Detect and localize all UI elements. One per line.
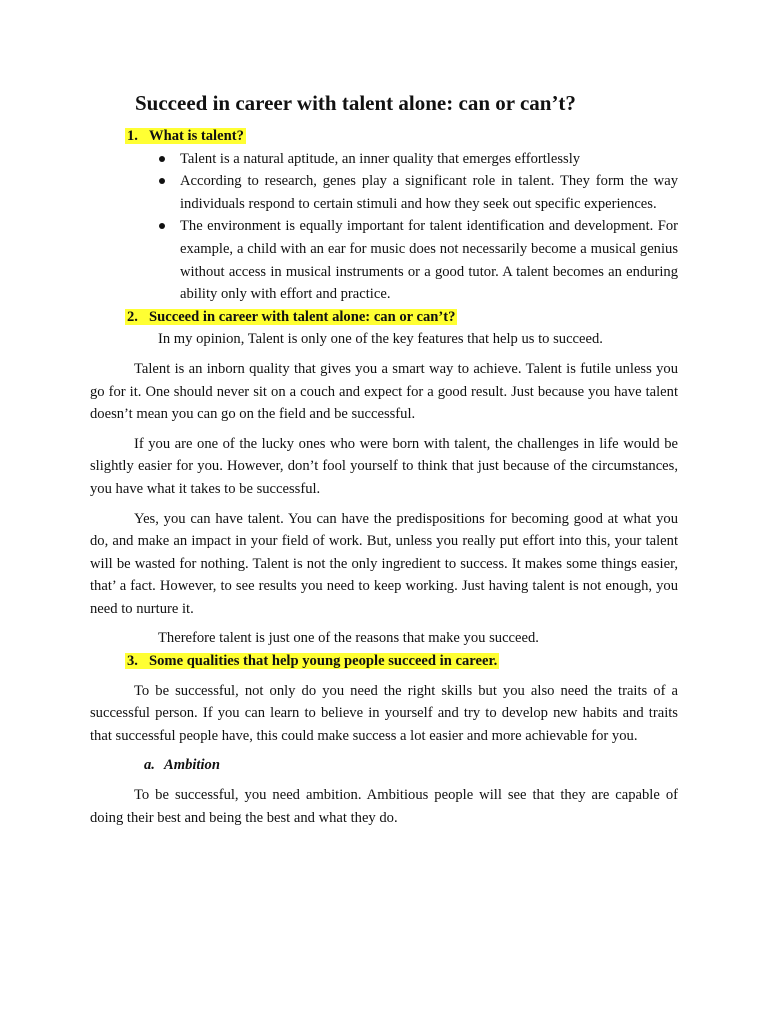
- subsection-a-heading-text: Ambition: [164, 757, 220, 774]
- section-2-intro: In my opinion, Talent is only one of the key features that help us to succeed.: [158, 331, 603, 348]
- section-2-heading-text: Succeed in career with talent alone: can or can’t?: [149, 308, 456, 325]
- section-1-heading: [125, 125, 678, 148]
- bullet-item: The environment is equally important for talent identification and development. For example, a child with an ear for music does not necessarily become a musical genius without access in musical instruments or a good tutor. A talent becomes an enduring ability only with effort and practice.: [180, 215, 678, 305]
- section-1-highlight: [125, 128, 246, 144]
- section-2-number: 2.: [127, 308, 138, 325]
- section-3-highlight: [125, 653, 499, 669]
- paragraph: Yes, you can have talent. You can have the predispositions for becoming good at what you do, and make an impact in your field of work. But, unless you really put effort into this, your talent will be wasted for nothing. Talent is not the only ingredient to success. It makes some things easier, that’ a fact. However, to see results you need to keep working. Just having talent is not enough, you need to nurture it.: [90, 510, 678, 617]
- section-2-heading: [125, 306, 678, 329]
- section-1-bullet-list: [90, 148, 678, 306]
- bullet-item: According to research, genes play a significant role in talent. They form the way individuals respond to certain stimuli and how they seek out specific experiences.: [180, 170, 678, 215]
- bullet-item: Talent is a natural aptitude, an inner quality that emerges effortlessly: [180, 148, 678, 171]
- section-3-number: 3.: [127, 653, 138, 670]
- section-1-number: 1.: [127, 128, 138, 144]
- section-2-conclusion: Therefore talent is just one of the reasons that make you succeed.: [158, 630, 539, 647]
- section-1-heading-text: What is talent?: [149, 128, 244, 144]
- subsection-a-letter: a.: [144, 757, 155, 774]
- section-3-heading: [125, 650, 678, 673]
- subsection-a-text: To be successful, you need ambition. Ambitious people will see that they are capable of doing their best and being the best and what they do.: [90, 787, 678, 826]
- section-3-heading-text: Some qualities that help young people succeed in career.: [149, 653, 498, 670]
- paragraph: If you are one of the lucky ones who were born with talent, the challenges in life would be slightly easier for you. However, don’t fool yourself to think that just because of the circumstances, you have what it takes to be successful.: [90, 435, 678, 497]
- section-3-intro: To be successful, not only do you need the right skills but you also need the traits of a successful person. If you can learn to believe in yourself and try to develop new habits and traits that successful people have, this could make success a lot easier and more achievable for you.: [90, 682, 678, 744]
- subsection-a-heading: [144, 754, 678, 777]
- document-title: Succeed in career with talent alone: can or can’t?: [135, 91, 576, 115]
- paragraph: Talent is an inborn quality that gives you a smart way to achieve. Talent is futile unless you go for it. One should never sit on a couch and expect for a good result. Just because you have talent doesn’t mean you can go on the field and be successful.: [90, 360, 678, 423]
- section-2-highlight: [125, 309, 457, 325]
